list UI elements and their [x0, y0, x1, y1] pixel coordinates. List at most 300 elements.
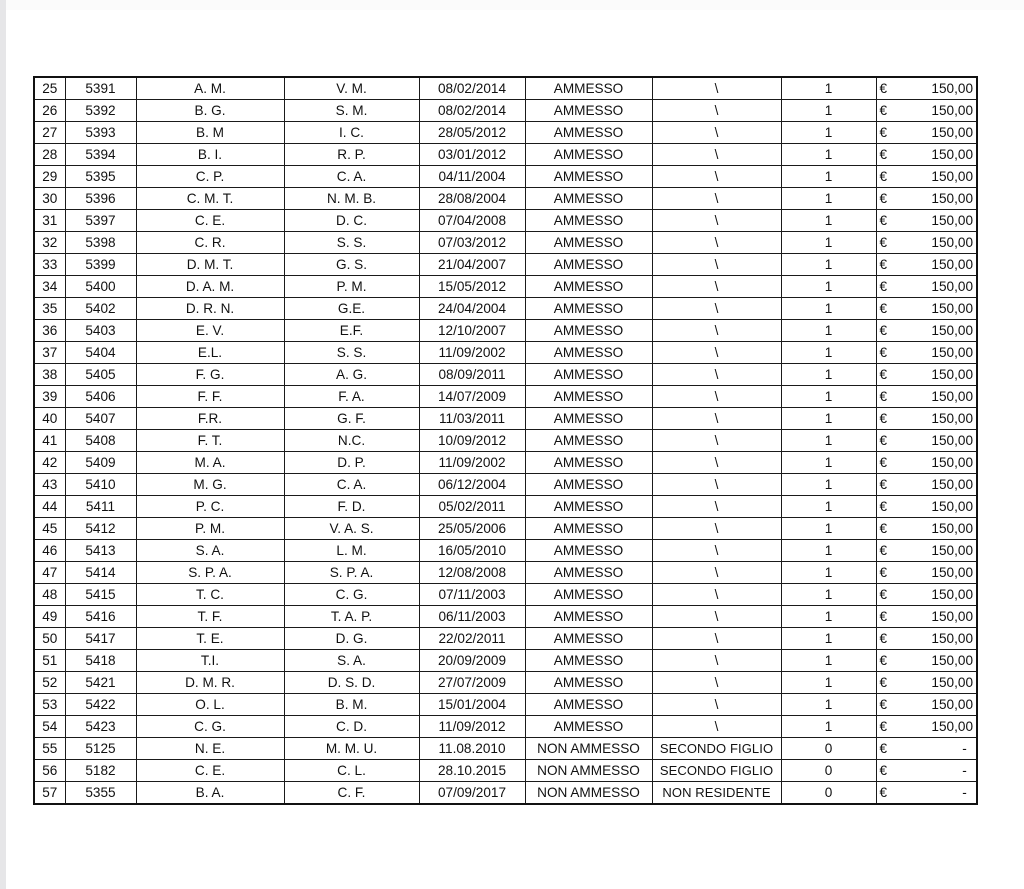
amount-cell: 150,00	[916, 628, 977, 650]
child-initials-cell: G.E.	[284, 298, 419, 320]
applicant-initials-cell: A. M.	[136, 77, 284, 100]
child-initials-cell: M. M. U.	[284, 738, 419, 760]
table-row	[34, 77, 977, 100]
birth-date-cell: 11/09/2012	[419, 716, 525, 738]
protocol-code-cell: 5400	[65, 276, 136, 298]
currency-symbol-cell: €	[876, 694, 916, 716]
table-row	[34, 298, 977, 320]
protocol-code-cell: 5182	[65, 760, 136, 782]
quantity-cell: 1	[781, 584, 876, 606]
status-cell: AMMESSO	[525, 672, 652, 694]
quantity-cell: 1	[781, 540, 876, 562]
status-cell: AMMESSO	[525, 320, 652, 342]
protocol-code-cell: 5406	[65, 386, 136, 408]
child-initials-cell: C. G.	[284, 584, 419, 606]
quantity-cell: 1	[781, 298, 876, 320]
quantity-cell: 0	[781, 760, 876, 782]
quantity-cell: 1	[781, 188, 876, 210]
child-initials-cell: C. F.	[284, 782, 419, 805]
applicant-initials-cell: S. P. A.	[136, 562, 284, 584]
quantity-cell: 1	[781, 496, 876, 518]
protocol-code-cell: 5397	[65, 210, 136, 232]
applicant-initials-cell: C. E.	[136, 760, 284, 782]
row-number-cell: 51	[34, 650, 65, 672]
status-cell: AMMESSO	[525, 232, 652, 254]
applicant-initials-cell: M. G.	[136, 474, 284, 496]
status-cell: NON AMMESSO	[525, 760, 652, 782]
currency-symbol-cell: €	[876, 386, 916, 408]
quantity-cell: 1	[781, 408, 876, 430]
note-cell: \	[652, 584, 781, 606]
table-row	[34, 342, 977, 364]
row-number-cell: 53	[34, 694, 65, 716]
note-cell: \	[652, 430, 781, 452]
quantity-cell: 1	[781, 716, 876, 738]
note-cell: \	[652, 650, 781, 672]
table-row	[34, 650, 977, 672]
row-number-cell: 27	[34, 122, 65, 144]
currency-symbol-cell: €	[876, 496, 916, 518]
protocol-code-cell: 5355	[65, 782, 136, 805]
currency-symbol-cell: €	[876, 166, 916, 188]
child-initials-cell: N. M. B.	[284, 188, 419, 210]
birth-date-cell: 08/02/2014	[419, 100, 525, 122]
child-initials-cell: N.C.	[284, 430, 419, 452]
amount-cell: 150,00	[916, 320, 977, 342]
table-row	[34, 232, 977, 254]
protocol-code-cell: 5404	[65, 342, 136, 364]
birth-date-cell: 11/09/2002	[419, 342, 525, 364]
birth-date-cell: 28.10.2015	[419, 760, 525, 782]
row-number-cell: 40	[34, 408, 65, 430]
note-cell: \	[652, 100, 781, 122]
row-number-cell: 47	[34, 562, 65, 584]
amount-cell: 150,00	[916, 276, 977, 298]
applicant-initials-cell: C. E.	[136, 210, 284, 232]
quantity-cell: 1	[781, 518, 876, 540]
currency-symbol-cell: €	[876, 254, 916, 276]
applicant-initials-cell: O. L.	[136, 694, 284, 716]
status-cell: AMMESSO	[525, 694, 652, 716]
status-cell: AMMESSO	[525, 364, 652, 386]
status-cell: AMMESSO	[525, 518, 652, 540]
protocol-code-cell: 5398	[65, 232, 136, 254]
table-row	[34, 738, 977, 760]
amount-cell: 150,00	[916, 166, 977, 188]
applicant-initials-cell: D. M. T.	[136, 254, 284, 276]
quantity-cell: 1	[781, 166, 876, 188]
row-number-cell: 28	[34, 144, 65, 166]
protocol-code-cell: 5421	[65, 672, 136, 694]
currency-symbol-cell: €	[876, 606, 916, 628]
row-number-cell: 57	[34, 782, 65, 805]
child-initials-cell: D. P.	[284, 452, 419, 474]
currency-symbol-cell: €	[876, 100, 916, 122]
child-initials-cell: E.F.	[284, 320, 419, 342]
amount-cell: -	[916, 760, 977, 782]
status-cell: AMMESSO	[525, 430, 652, 452]
note-cell: SECONDO FIGLIO	[652, 738, 781, 760]
note-cell: \	[652, 298, 781, 320]
child-initials-cell: C. A.	[284, 166, 419, 188]
note-cell: \	[652, 452, 781, 474]
amount-cell: 150,00	[916, 188, 977, 210]
birth-date-cell: 15/01/2004	[419, 694, 525, 716]
birth-date-cell: 10/09/2012	[419, 430, 525, 452]
row-number-cell: 25	[34, 77, 65, 100]
amount-cell: 150,00	[916, 364, 977, 386]
protocol-code-cell: 5396	[65, 188, 136, 210]
protocol-code-cell: 5402	[65, 298, 136, 320]
row-number-cell: 48	[34, 584, 65, 606]
amount-cell: 150,00	[916, 672, 977, 694]
table-row	[34, 122, 977, 144]
table-row	[34, 760, 977, 782]
table-row	[34, 584, 977, 606]
quantity-cell: 1	[781, 320, 876, 342]
child-initials-cell: C. D.	[284, 716, 419, 738]
protocol-code-cell: 5403	[65, 320, 136, 342]
birth-date-cell: 24/04/2004	[419, 298, 525, 320]
amount-cell: 150,00	[916, 122, 977, 144]
table-row	[34, 716, 977, 738]
status-cell: AMMESSO	[525, 342, 652, 364]
status-cell: AMMESSO	[525, 474, 652, 496]
child-initials-cell: D. G.	[284, 628, 419, 650]
applicant-initials-cell: M. A.	[136, 452, 284, 474]
row-number-cell: 56	[34, 760, 65, 782]
currency-symbol-cell: €	[876, 650, 916, 672]
status-cell: AMMESSO	[525, 298, 652, 320]
birth-date-cell: 16/05/2010	[419, 540, 525, 562]
protocol-code-cell: 5422	[65, 694, 136, 716]
table-row	[34, 474, 977, 496]
amount-cell: 150,00	[916, 540, 977, 562]
row-number-cell: 38	[34, 364, 65, 386]
quantity-cell: 1	[781, 650, 876, 672]
note-cell: \	[652, 77, 781, 100]
amount-cell: 150,00	[916, 100, 977, 122]
currency-symbol-cell: €	[876, 298, 916, 320]
table-row	[34, 408, 977, 430]
child-initials-cell: D. C.	[284, 210, 419, 232]
row-number-cell: 33	[34, 254, 65, 276]
currency-symbol-cell: €	[876, 672, 916, 694]
amount-cell: 150,00	[916, 694, 977, 716]
note-cell: NON RESIDENTE	[652, 782, 781, 805]
protocol-code-cell: 5418	[65, 650, 136, 672]
status-cell: NON AMMESSO	[525, 738, 652, 760]
row-number-cell: 35	[34, 298, 65, 320]
currency-symbol-cell: €	[876, 518, 916, 540]
protocol-code-cell: 5391	[65, 77, 136, 100]
quantity-cell: 1	[781, 100, 876, 122]
quantity-cell: 0	[781, 782, 876, 805]
child-initials-cell: T. A. P.	[284, 606, 419, 628]
birth-date-cell: 14/07/2009	[419, 386, 525, 408]
protocol-code-cell: 5407	[65, 408, 136, 430]
amount-cell: 150,00	[916, 342, 977, 364]
child-initials-cell: A. G.	[284, 364, 419, 386]
currency-symbol-cell: €	[876, 738, 916, 760]
status-cell: AMMESSO	[525, 210, 652, 232]
applicant-initials-cell: T. F.	[136, 606, 284, 628]
table-row	[34, 430, 977, 452]
note-cell: \	[652, 276, 781, 298]
amount-cell: 150,00	[916, 408, 977, 430]
table-row	[34, 782, 977, 805]
applicant-initials-cell: P. M.	[136, 518, 284, 540]
quantity-cell: 1	[781, 386, 876, 408]
applicant-initials-cell: T. C.	[136, 584, 284, 606]
protocol-code-cell: 5414	[65, 562, 136, 584]
quantity-cell: 1	[781, 694, 876, 716]
status-cell: AMMESSO	[525, 276, 652, 298]
applicant-initials-cell: F. G.	[136, 364, 284, 386]
currency-symbol-cell: €	[876, 562, 916, 584]
protocol-code-cell: 5405	[65, 364, 136, 386]
note-cell: \	[652, 694, 781, 716]
child-initials-cell: G. F.	[284, 408, 419, 430]
child-initials-cell: I. C.	[284, 122, 419, 144]
row-number-cell: 36	[34, 320, 65, 342]
row-number-cell: 37	[34, 342, 65, 364]
protocol-code-cell: 5416	[65, 606, 136, 628]
note-cell: \	[652, 188, 781, 210]
currency-symbol-cell: €	[876, 760, 916, 782]
row-number-cell: 52	[34, 672, 65, 694]
protocol-code-cell: 5393	[65, 122, 136, 144]
note-cell: \	[652, 562, 781, 584]
note-cell: \	[652, 628, 781, 650]
row-number-cell: 54	[34, 716, 65, 738]
protocol-code-cell: 5408	[65, 430, 136, 452]
protocol-code-cell: 5409	[65, 452, 136, 474]
birth-date-cell: 28/05/2012	[419, 122, 525, 144]
protocol-code-cell: 5395	[65, 166, 136, 188]
status-cell: AMMESSO	[525, 584, 652, 606]
birth-date-cell: 25/05/2006	[419, 518, 525, 540]
amount-cell: 150,00	[916, 562, 977, 584]
birth-date-cell: 07/09/2017	[419, 782, 525, 805]
amount-cell: 150,00	[916, 430, 977, 452]
child-initials-cell: C. A.	[284, 474, 419, 496]
currency-symbol-cell: €	[876, 188, 916, 210]
applicant-initials-cell: F.R.	[136, 408, 284, 430]
currency-symbol-cell: €	[876, 474, 916, 496]
note-cell: \	[652, 166, 781, 188]
currency-symbol-cell: €	[876, 77, 916, 100]
status-cell: AMMESSO	[525, 166, 652, 188]
table-row	[34, 144, 977, 166]
birth-date-cell: 11/03/2011	[419, 408, 525, 430]
table-row	[34, 694, 977, 716]
quantity-cell: 1	[781, 144, 876, 166]
beneficiaries-table	[33, 76, 978, 805]
status-cell: AMMESSO	[525, 254, 652, 276]
row-number-cell: 46	[34, 540, 65, 562]
birth-date-cell: 21/04/2007	[419, 254, 525, 276]
protocol-code-cell: 5399	[65, 254, 136, 276]
row-number-cell: 34	[34, 276, 65, 298]
row-number-cell: 39	[34, 386, 65, 408]
quantity-cell: 1	[781, 210, 876, 232]
note-cell: \	[652, 716, 781, 738]
birth-date-cell: 11/09/2002	[419, 452, 525, 474]
amount-cell: 150,00	[916, 254, 977, 276]
child-initials-cell: L. M.	[284, 540, 419, 562]
table-row	[34, 100, 977, 122]
table-body	[34, 77, 977, 804]
amount-cell: 150,00	[916, 650, 977, 672]
amount-cell: 150,00	[916, 210, 977, 232]
row-number-cell: 29	[34, 166, 65, 188]
child-initials-cell: S. A.	[284, 650, 419, 672]
birth-date-cell: 12/08/2008	[419, 562, 525, 584]
status-cell: NON AMMESSO	[525, 782, 652, 805]
note-cell: \	[652, 122, 781, 144]
row-number-cell: 45	[34, 518, 65, 540]
birth-date-cell: 28/08/2004	[419, 188, 525, 210]
currency-symbol-cell: €	[876, 144, 916, 166]
currency-symbol-cell: €	[876, 364, 916, 386]
note-cell: \	[652, 320, 781, 342]
protocol-code-cell: 5410	[65, 474, 136, 496]
child-initials-cell: C. L.	[284, 760, 419, 782]
applicant-initials-cell: E. V.	[136, 320, 284, 342]
child-initials-cell: F. A.	[284, 386, 419, 408]
amount-cell: 150,00	[916, 584, 977, 606]
amount-cell: 150,00	[916, 606, 977, 628]
applicant-initials-cell: B. A.	[136, 782, 284, 805]
birth-date-cell: 04/11/2004	[419, 166, 525, 188]
note-cell: \	[652, 606, 781, 628]
note-cell: SECONDO FIGLIO	[652, 760, 781, 782]
child-initials-cell: V. M.	[284, 77, 419, 100]
currency-symbol-cell: €	[876, 540, 916, 562]
table-row	[34, 188, 977, 210]
status-cell: AMMESSO	[525, 77, 652, 100]
status-cell: AMMESSO	[525, 628, 652, 650]
currency-symbol-cell: €	[876, 408, 916, 430]
amount-cell: 150,00	[916, 474, 977, 496]
child-initials-cell: B. M.	[284, 694, 419, 716]
applicant-initials-cell: C. P.	[136, 166, 284, 188]
quantity-cell: 1	[781, 474, 876, 496]
currency-symbol-cell: €	[876, 276, 916, 298]
birth-date-cell: 08/09/2011	[419, 364, 525, 386]
amount-cell: 150,00	[916, 496, 977, 518]
protocol-code-cell: 5413	[65, 540, 136, 562]
child-initials-cell: S. M.	[284, 100, 419, 122]
status-cell: AMMESSO	[525, 562, 652, 584]
status-cell: AMMESSO	[525, 540, 652, 562]
amount-cell: -	[916, 782, 977, 805]
applicant-initials-cell: C. R.	[136, 232, 284, 254]
table-row	[34, 628, 977, 650]
note-cell: \	[652, 254, 781, 276]
note-cell: \	[652, 474, 781, 496]
quantity-cell: 1	[781, 430, 876, 452]
table-row	[34, 166, 977, 188]
quantity-cell: 1	[781, 672, 876, 694]
applicant-initials-cell: F. F.	[136, 386, 284, 408]
birth-date-cell: 11.08.2010	[419, 738, 525, 760]
applicant-initials-cell: C. M. T.	[136, 188, 284, 210]
status-cell: AMMESSO	[525, 496, 652, 518]
child-initials-cell: F. D.	[284, 496, 419, 518]
status-cell: AMMESSO	[525, 100, 652, 122]
birth-date-cell: 12/10/2007	[419, 320, 525, 342]
table-row	[34, 276, 977, 298]
status-cell: AMMESSO	[525, 650, 652, 672]
quantity-cell: 1	[781, 364, 876, 386]
row-number-cell: 50	[34, 628, 65, 650]
quantity-cell: 1	[781, 452, 876, 474]
protocol-code-cell: 5423	[65, 716, 136, 738]
row-number-cell: 49	[34, 606, 65, 628]
quantity-cell: 1	[781, 562, 876, 584]
note-cell: \	[652, 232, 781, 254]
amount-cell: 150,00	[916, 716, 977, 738]
table-row	[34, 540, 977, 562]
applicant-initials-cell: S. A.	[136, 540, 284, 562]
currency-symbol-cell: €	[876, 628, 916, 650]
applicant-initials-cell: C. G.	[136, 716, 284, 738]
currency-symbol-cell: €	[876, 320, 916, 342]
amount-cell: 150,00	[916, 77, 977, 100]
quantity-cell: 1	[781, 628, 876, 650]
note-cell: \	[652, 386, 781, 408]
status-cell: AMMESSO	[525, 452, 652, 474]
table-row	[34, 496, 977, 518]
quantity-cell: 1	[781, 232, 876, 254]
table-row	[34, 320, 977, 342]
birth-date-cell: 15/05/2012	[419, 276, 525, 298]
amount-cell: 150,00	[916, 144, 977, 166]
quantity-cell: 1	[781, 606, 876, 628]
protocol-code-cell: 5412	[65, 518, 136, 540]
protocol-code-cell: 5411	[65, 496, 136, 518]
amount-cell: 150,00	[916, 518, 977, 540]
quantity-cell: 1	[781, 122, 876, 144]
applicant-initials-cell: D. R. N.	[136, 298, 284, 320]
birth-date-cell: 27/07/2009	[419, 672, 525, 694]
currency-symbol-cell: €	[876, 452, 916, 474]
applicant-initials-cell: B. G.	[136, 100, 284, 122]
child-initials-cell: R. P.	[284, 144, 419, 166]
birth-date-cell: 03/01/2012	[419, 144, 525, 166]
row-number-cell: 31	[34, 210, 65, 232]
currency-symbol-cell: €	[876, 430, 916, 452]
row-number-cell: 42	[34, 452, 65, 474]
birth-date-cell: 22/02/2011	[419, 628, 525, 650]
table-row	[34, 562, 977, 584]
table-row	[34, 606, 977, 628]
child-initials-cell: D. S. D.	[284, 672, 419, 694]
row-number-cell: 30	[34, 188, 65, 210]
table-row	[34, 386, 977, 408]
currency-symbol-cell: €	[876, 716, 916, 738]
row-number-cell: 44	[34, 496, 65, 518]
table-row	[34, 518, 977, 540]
currency-symbol-cell: €	[876, 232, 916, 254]
applicant-initials-cell: F. T.	[136, 430, 284, 452]
child-initials-cell: V. A. S.	[284, 518, 419, 540]
birth-date-cell: 07/04/2008	[419, 210, 525, 232]
note-cell: \	[652, 210, 781, 232]
note-cell: \	[652, 496, 781, 518]
